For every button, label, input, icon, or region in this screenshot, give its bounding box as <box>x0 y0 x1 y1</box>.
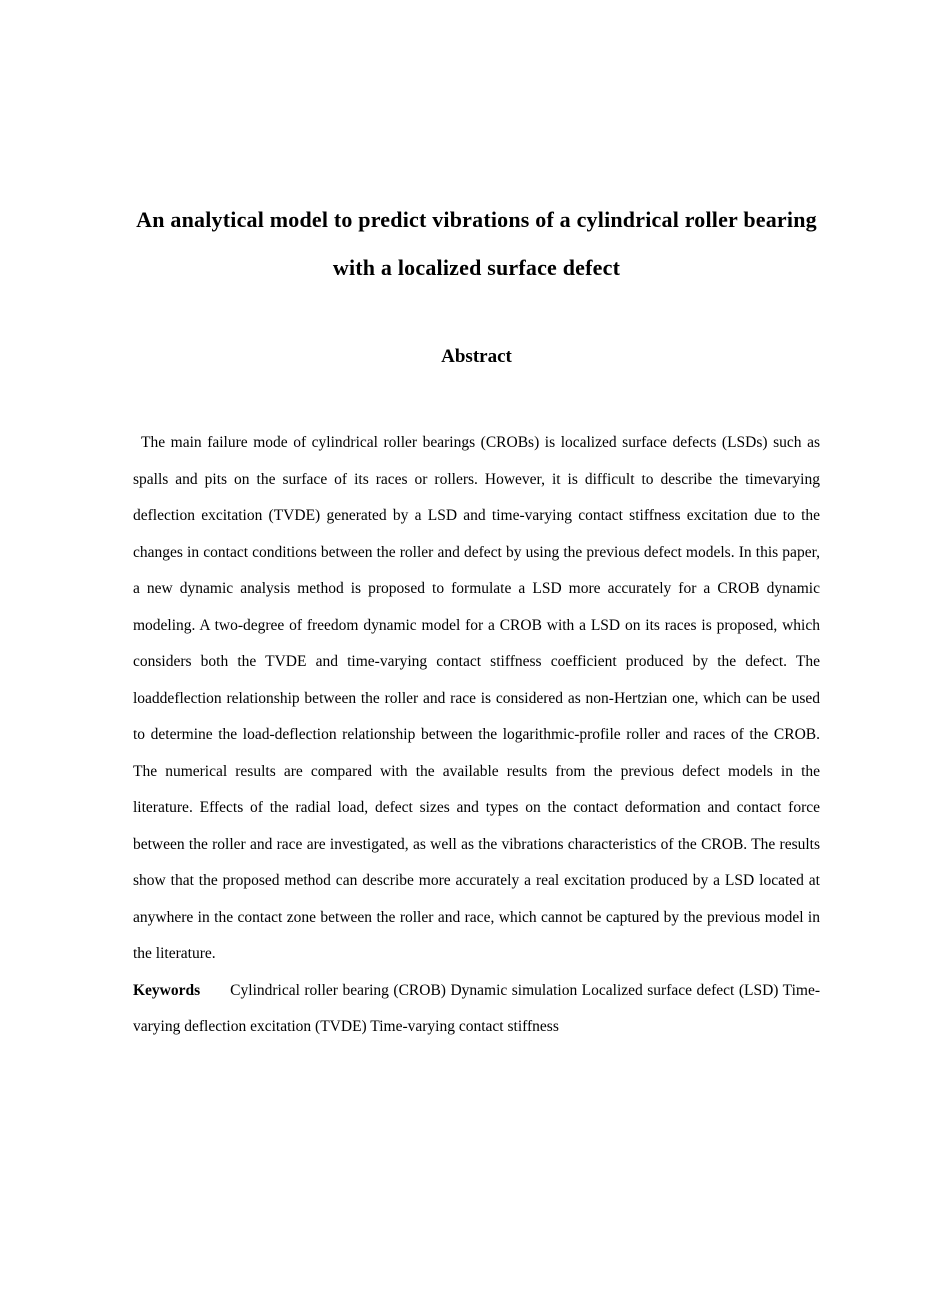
keywords-text: Cylindrical roller bearing (CROB) Dynamic simulation Localized surface defect (LSD) Time-varying deflection excitation (TVDE) Time-varying contact stiffness <box>133 981 820 1035</box>
keywords-label: Keywords <box>133 981 201 999</box>
paper-title: An analytical model to predict vibrations of a cylindrical roller bearing with a localized surface defect <box>136 207 817 280</box>
abstract-text: The main failure mode of cylindrical roller bearings (CROBs) is localized surface defects (LSDs) such as spalls and pits on the surface of its races or rollers. However, it is difficult to describe the timevarying deflection excitation (TVDE) generated by a LSD and time-varying contact stiffness excitation due to the changes in contact conditions between the roller and defect by using the previous defect models. In this paper, a new dynamic analysis method is proposed to formulate a LSD more accurately for a CROB dynamic modeling. A two-degree of freedom dynamic model for a CROB with a LSD on its races is proposed, which considers both the TVDE and time-varying contact stiffness coefficient produced by the defect. The loaddeflection relationship between the roller and race is considered as non-Hertzian one, which can be used to determine the load-deflection relationship between the logarithmic-profile roller and races of the CROB. The numerical results are compared with the available results from the previous defect models in the literature. Effects of the radial load, defect sizes and types on the contact deformation and contact force between the roller and race are investigated, as well as the vibrations characteristics of the CROB. The results show that the proposed method can describe more accurately a real excitation produced by a LSD located at anywhere in the contact zone between the roller and race, which cannot be captured by the previous model in the literature. <box>133 434 820 962</box>
abstract-heading: Abstract <box>441 346 512 367</box>
keywords-line <box>133 973 820 1046</box>
